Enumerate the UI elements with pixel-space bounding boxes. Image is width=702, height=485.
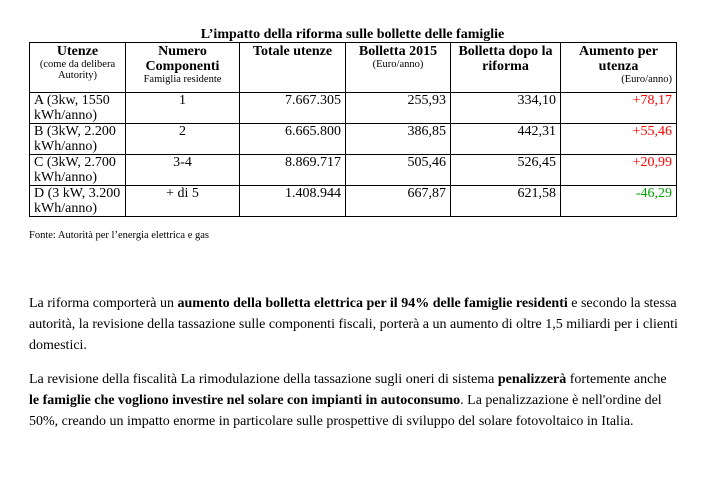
paragraph-text: La riforma comporterà un bbox=[29, 296, 178, 311]
paragraph-text: fortemente anche bbox=[566, 372, 667, 387]
cell-utenze: C (3kW, 2.700 kWh/anno) bbox=[30, 155, 126, 186]
paragraph-bold-text: le famiglie che vogliono investire nel solare con impianti in autoconsumo bbox=[29, 393, 461, 408]
table-row bbox=[30, 186, 677, 217]
table-source-note: Fonte: Autorità per l’energia elettrica e gas bbox=[29, 230, 209, 241]
header-componenti-sub: Famiglia residente bbox=[143, 74, 222, 85]
table-row bbox=[30, 155, 677, 186]
table-row bbox=[30, 93, 677, 124]
header-utenze-sub: (come da delibera Autority) bbox=[39, 59, 116, 81]
header-bollettadopo-label: Bolletta dopo la riforma bbox=[458, 44, 553, 74]
header-componenti-label: Numero Componenti bbox=[145, 44, 220, 74]
header-bolletta2015-sub: (Euro/anno) bbox=[372, 59, 424, 70]
paragraph-text: . La penalizzazione è nell'ordine del 50%, creando un impatto enorme in particolare sulle prospettive di sviluppo del solare fotovoltaico in Italia. bbox=[29, 393, 662, 429]
header-aumento-sub: (Euro/anno) bbox=[621, 74, 672, 85]
cell-totale: 6.665.800 bbox=[240, 124, 346, 155]
paragraph-bold-text: aumento della bolletta elettrica per il 94% delle famiglie residenti bbox=[177, 296, 568, 311]
cell-utenze: A (3kw, 1550 kWh/anno) bbox=[30, 93, 126, 124]
cell-utenze: D (3 kW, 3.200 kWh/anno) bbox=[30, 186, 126, 217]
header-bolletta2015-label: Bolletta 2015 bbox=[358, 44, 438, 59]
tariff-impact-table bbox=[29, 42, 677, 217]
cell-totale: 1.408.944 bbox=[240, 186, 346, 217]
header-totale bbox=[240, 43, 346, 93]
cell-aumento: +78,17 bbox=[561, 93, 677, 124]
cell-bollettadopo: 334,10 bbox=[451, 93, 561, 124]
header-utenze-label: Utenze bbox=[56, 44, 99, 59]
table-title: L’impatto della riforma sulle bollette delle famiglie bbox=[200, 27, 505, 42]
paragraph-bold-text: penalizzerà bbox=[497, 372, 567, 387]
paragraph-riforma bbox=[29, 293, 679, 356]
cell-bollettadopo: 621,58 bbox=[451, 186, 561, 217]
cell-componenti: 1 bbox=[126, 93, 240, 124]
header-aumento-label: Aumento per utenza bbox=[579, 44, 658, 74]
header-componenti bbox=[126, 43, 240, 93]
cell-utenze: B (3kW, 2.200 kWh/anno) bbox=[30, 124, 126, 155]
header-utenze bbox=[30, 43, 126, 93]
header-bollettadopo bbox=[451, 43, 561, 93]
paragraph-text: La revisione della fiscalità La rimodulazione della tassazione sugli oneri di sistema bbox=[29, 372, 498, 387]
paragraph-fiscalita bbox=[29, 369, 679, 432]
cell-componenti: 3-4 bbox=[126, 155, 240, 186]
cell-bollettadopo: 442,31 bbox=[451, 124, 561, 155]
cell-componenti: 2 bbox=[126, 124, 240, 155]
cell-bolletta2015: 667,87 bbox=[346, 186, 451, 217]
header-bolletta2015 bbox=[346, 43, 451, 93]
cell-componenti: + di 5 bbox=[126, 186, 240, 217]
cell-aumento: +55,46 bbox=[561, 124, 677, 155]
cell-bollettadopo: 526,45 bbox=[451, 155, 561, 186]
header-totale-label: Totale utenze bbox=[252, 44, 333, 59]
header-aumento bbox=[561, 43, 677, 93]
cell-totale: 7.667.305 bbox=[240, 93, 346, 124]
cell-bolletta2015: 505,46 bbox=[346, 155, 451, 186]
cell-totale: 8.869.717 bbox=[240, 155, 346, 186]
table-row bbox=[30, 124, 677, 155]
cell-bolletta2015: 386,85 bbox=[346, 124, 451, 155]
cell-bolletta2015: 255,93 bbox=[346, 93, 451, 124]
cell-aumento: +20,99 bbox=[561, 155, 677, 186]
table-header-row bbox=[30, 43, 677, 93]
cell-aumento: -46,29 bbox=[561, 186, 677, 217]
paragraph-text: e secondo la stessa autorità, la revisione della tassazione sulle componenti fiscali, porterà a un aumento di oltre 1,5 miliardi per i clienti domestici. bbox=[29, 296, 678, 353]
